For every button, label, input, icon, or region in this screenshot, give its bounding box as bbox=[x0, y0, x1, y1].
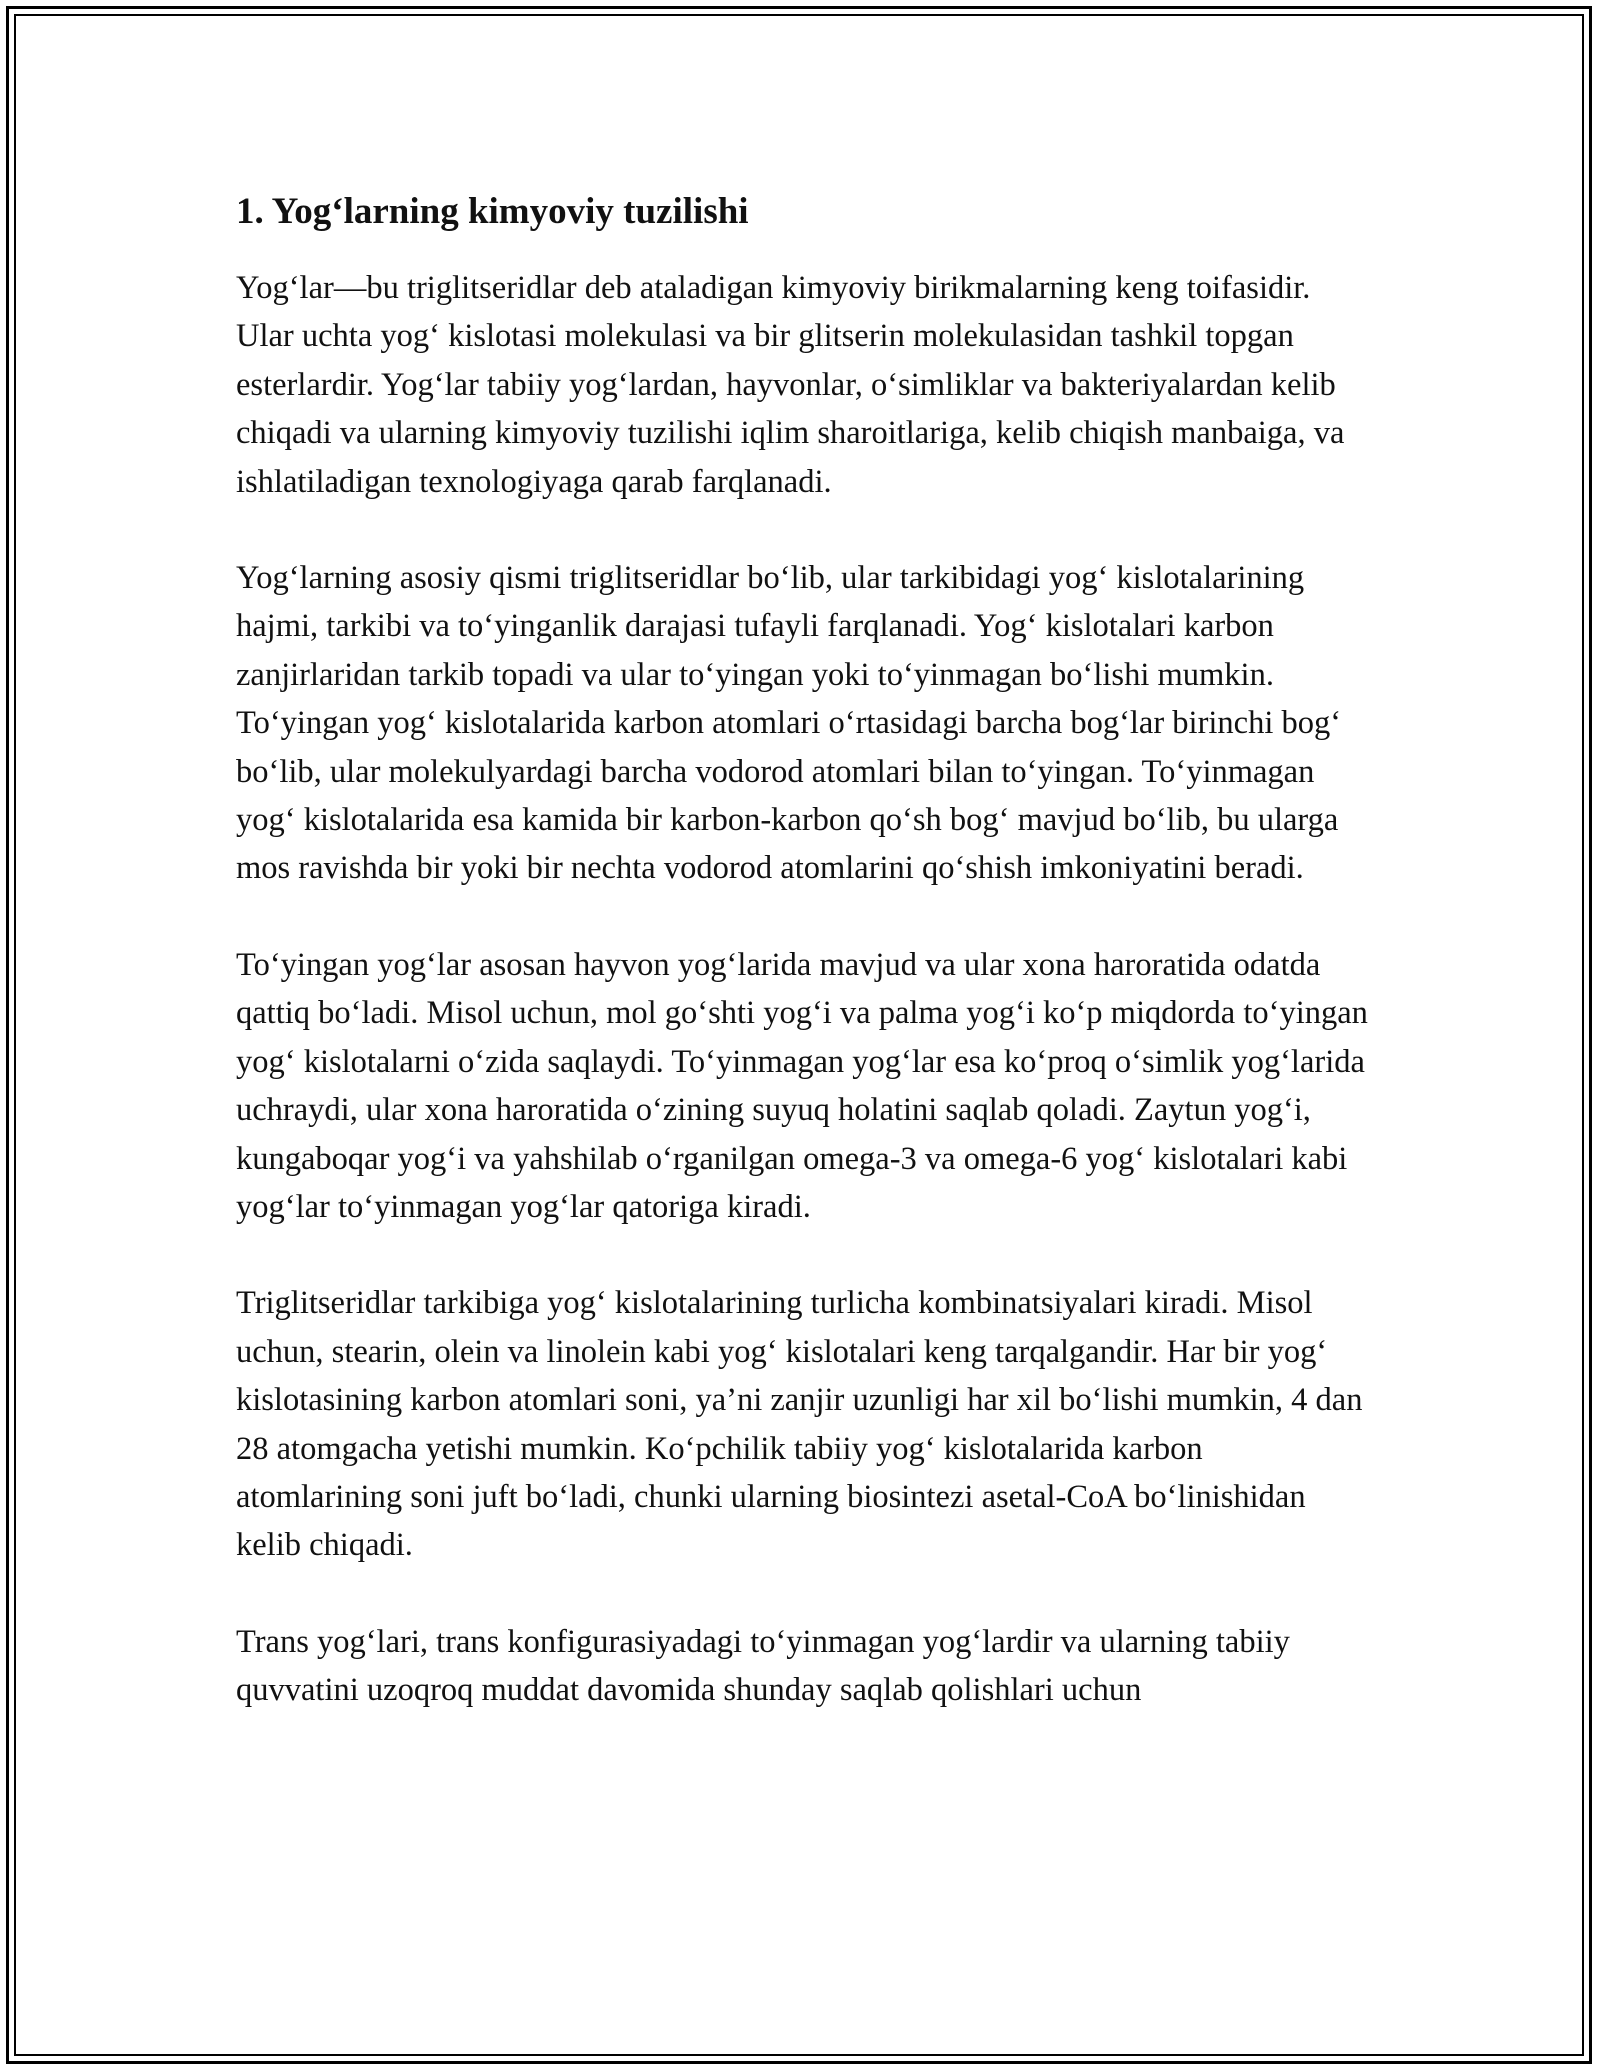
paragraph-2: Yog‘larning asosiy qismi triglitseridlar bo‘lib, ular tarkibidagi yog‘ kislotalarining hajmi, tarkibi va to‘yinganlik darajasi tufayli farqlanadi. Yog‘ kislotalari karbon zanjirlaridan tarkib topadi va ular to‘yingan yoki to‘yinmagan bo‘lishi mumkin. To‘yingan yog‘ kislotalarida karbon atomlari o‘rtasidagi barcha bog‘lar birinchi bog‘ bo‘lib, ular molekulyardagi barcha vodorod atomlari bilan to‘yingan. To‘yinmagan yog‘ kislotalarida esa kamida bir karbon-karbon qo‘sh bog‘ mavjud bo‘lib, bu ularga mos ravishda bir yoki bir nechta vodorod atomlarini qo‘shish imkoniyatini beradi. bbox=[236, 560, 1342, 887]
paragraph-1: Yog‘lar—bu triglitseridlar deb ataladigan kimyoviy birikmalarning keng toifasidir. Ular uchta yog‘ kislotasi molekulasi va bir glitserin molekulasidan tashkil topgan esterlardir. Yog‘lar tabiiy yog‘lardan, hayvonlar, o‘simliklar va bakteriyalardan kelib chiqadi va ularning kimyoviy tuzilishi iqlim sharoitlariga, kelib chiqish manbaiga, va ishlatiladigan texnologiyaga qarab farqlanadi. bbox=[236, 270, 1345, 500]
paragraph-5: Trans yog‘lari, trans konfigurasiyadagi to‘yinmagan yog‘lardir va ularning tabiiy quvvatini uzoqroq muddat davomida shunday saqlab qolishlari uchun bbox=[236, 1623, 1290, 1709]
document-body bbox=[236, 186, 1370, 1715]
paragraph-3: To‘yingan yog‘lar asosan hayvon yog‘larida mavjud va ular xona haroratida odatda qattiq bo‘ladi. Misol uchun, mol go‘shti yog‘i va palma yog‘i ko‘p miqdorda to‘yingan yog‘ kislotalarni o‘zida saqlaydi. To‘yinmagan yog‘lar esa ko‘proq o‘simlik yog‘larida uchraydi, ular xona haroratida o‘zining suyuq holatini saqlab qoladi. Zaytun yog‘i, kungaboqar yog‘i va yahshilab o‘rganilgan omega-3 va omega-6 yog‘ kislotalari kabi yog‘lar to‘yinmagan yog‘lar qatoriga kiradi. bbox=[236, 946, 1368, 1225]
paragraph-4: Triglitseridlar tarkibiga yog‘ kislotalarining turlicha kombinatsiyalari kiradi. Misol uchun, stearin, olein va linolein kabi yog‘ kislotalari keng tarqalgandir. Har bir yog‘ kislotasining karbon atomlari soni, ya’ni zanjir uzunligi har xil bo‘lishi mumkin, 4 dan 28 atomgacha yetishi mumkin. Ko‘pchilik tabiiy yog‘ kislotalarida karbon atomlarining soni juft bo‘ladi, chunki ularning biosintezi asetal-CoA bo‘linishidan kelib chiqadi. bbox=[236, 1285, 1363, 1564]
section-heading: 1. Yog‘larning kimyoviy tuzilishi bbox=[236, 191, 749, 232]
